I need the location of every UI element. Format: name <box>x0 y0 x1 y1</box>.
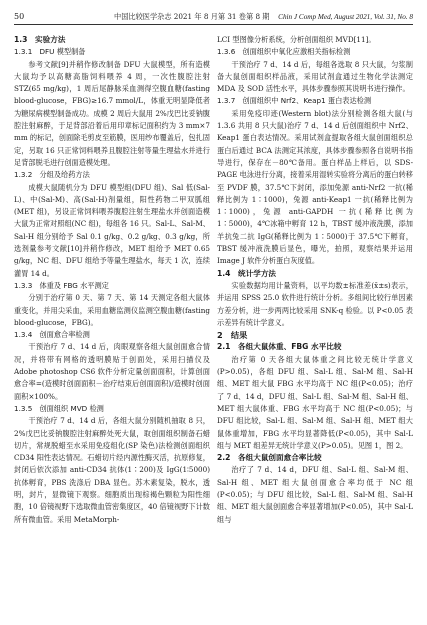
paragraph: 干预治疗 7 d、14 d 后，各组大鼠分别随机抽取 8 只，2%戊巴比妥钠腹腔注射麻醉处死大鼠，取创面组织制备石蜡切片，常规脱蜡至水采用免疫组化(SP 染色)法检测创面组织 CD34 阳性表达情况。石蜡切片经内源性酶灭活，抗原修复，封闭后依次添加 anti-CD34 抗体(1∶200)及 IgG(1∶5000)抗体孵育，PBS 洗涤后 DBA 显色。苏木素复染，脱水，透明，封片，显微镜下观察。细胞质出现棕褐色颗粒为阳性细胞，10 倍镜视野下选取微血管密集度区，40 倍镜视野下计数所有微血管。采用 MetaMorph- <box>14 416 210 524</box>
paragraph: 治疗第 0 天各组大鼠体重之间比较无统计学意义(P>0.05)，各组 DFU 组、Sal-L 组、Sal-M 组、Sal-H 组、MET 组大鼠 FBG 水平均高于 NC 组(P<0.05)；治疗了 7 d、14 d，DFU 组、Sal-L 组、Sal-M 组、Sal-H 组、MET 组大鼠体重、FBG 水平均高于 NC 组(P<0.05)；与 DFU 组比较，Sal-L 组、Sal-M 组、Sal-H 组、MET 组大鼠体重增加，FBG 水平均显著降低(P<0.05)，其中 Sal-L 组与 MET 组差异无统计学意义(P>0.05)。见图 1，图 2。 <box>217 354 413 450</box>
left-column <box>14 34 210 526</box>
subsubsection-heading: 1.3.6 创面组织中氧化应激相关指标检测 <box>217 47 351 57</box>
subsubsection-heading: 1.3.3 体重及 FBG 水平测定 <box>14 280 109 290</box>
paragraph: 实验数据均用计量资料，以平均数±标准差(x̄±s)表示，并运用 SPSS 25.0 软件进行统计分析。多组间比较行单因素方差分析，进一步两两比较采用 SNK-q 检验。以 P<0.05 表示差异有统计学意义。 <box>217 280 413 327</box>
paragraph: 采用免疫印迹(Western blot)法分别检测各组大鼠(与 1.3.6 共用 8 只大鼠)治疗 7 d、14 d 后创面组织中 Nrf2、Keap1 蛋白表达情况。采用试剂盒提取各组大鼠创面组织总蛋白后通过 BCA 法测定其浓度，具体步骤参照各自说明书指导进行，保存在－80℃备用。蛋白样品上样后，以 SDS-PAGE 电泳进行分离，接着采用湿转实验将分离后的蛋白转移至 PVDF 膜，37.5℃下封闭，添加兔源 anti-Nrf2 一抗(稀释比例为 1∶1000)，兔源 anti-Keap1 一抗(稀释比例为 1∶1000)，兔源 anti-GAPDH 一抗(稀释比例为 1∶5000)，4℃冰箱中孵育 12 h，TBST 缓冲液洗膜，添加羊抗兔二抗 IgG(稀释比例为 1∶5000)于 37.5℃下孵育，TBST 缓冲液洗膜后显色，曝光，拍照，观察结果并运用 Image J 软件分析蛋白灰度值。 <box>217 108 413 266</box>
paragraph: 分别于治疗第 0 天、第 7 天、第 14 天测定各组大鼠体重变化，并用尖采血，采用血糖监测仪监测空腹血糖(fasting blood-glucose，FBG)。 <box>14 293 210 327</box>
subsubsection-heading: 1.3.5 创面组织 MVD 检测 <box>14 403 104 413</box>
paragraph: 干预治疗 7 d、14 d 后，每组各选取 8 只大鼠，匀浆制备大鼠创面组织样品液，采用试剂盒通过生物化学法测定 MDA 及 SOD 活性水平，具体步骤参照其说明书进行操作。 <box>217 59 413 94</box>
paragraph: 干预治疗 7 d、14 d 后，肉眼观察各组大鼠创面愈合情况，并将带有网格的透明膜贴于创面处，采用扫描仪及 Adobe photoshop CS6 软件分析定量创面面积，计算创面愈合率=(造模时创面面积－治疗结束后创面面积)/造模时创面面积×100%。 <box>14 342 210 401</box>
subsubsection-heading: 1.3.1 DFU 模型制备 <box>14 47 86 57</box>
journal-title-cn: 中国比较医学杂志 2021 年 8 月第 31 卷第 8 期 <box>114 12 270 21</box>
subsection-heading: 2.1 各组大鼠体重、FBG 水平比较 <box>217 342 342 352</box>
subsection-heading: 2.2 各组大鼠创面愈合率比较 <box>217 453 322 463</box>
subsection-heading: 1.3 实验方法 <box>14 35 66 44</box>
paragraph-continued: LCI 型图像分析系统，分析创面组织 MVD[11]。 <box>217 35 376 44</box>
subsubsection-heading: 1.3.7 创面组织中 Nrf2、Keap1 蛋白表达检测 <box>217 96 372 106</box>
subsection-heading: 1.4 统计学方法 <box>217 268 277 278</box>
right-column <box>217 34 413 526</box>
journal-title-en: Chin J Comp Med, August 2021, Vol. 31, No. 8 <box>278 13 413 21</box>
running-header <box>14 10 413 25</box>
paragraph: 治疗了 7 d、14 d，DFU 组、Sal-L 组、Sal-M 组、Sal-H 组、MET 组大鼠创面愈合率均低于 NC 组(P<0.05)；与 DFU 组比较，Sal-L 组、Sal-M 组、Sal-H 组、MET 组大鼠创面愈合率显著增加(P<0.05)，其中 Sal-L 组与 <box>217 465 413 524</box>
subsubsection-heading: 1.3.4 创面愈合率检测 <box>14 330 90 340</box>
page-number: 50 <box>14 12 25 21</box>
section-heading: 2 结果 <box>217 330 248 341</box>
paragraph: 成模大鼠随机分为 DFU 模型组(DFU 组)、Sal 低(Sal-L)、中(Sal-M)、高(Sal-H)剂量组，阳性药物二甲双胍组(MET 组)，另设正常饲料喂养腹腔注射生理盐水并创面造模大鼠为正常对照组(NC 组)，每组各 16 只。Sal-L、Sal-M、Sal-H 组分别给予 Sal 0.1 g/kg、0.2 g/kg、0.3 g/kg，所选剂量参考文献[10]并稍作修改，MET 组给予 MET 0.65 g/kg，NC 组、DFU 组给予等量生理盐水，每天 1 次，连续灌胃 14 d。 <box>14 182 210 278</box>
paragraph: 参考文献[9]并稍作修改制备 DFU 大鼠模型，所有造模大鼠均予以高糖高脂饲料喂养 4 周，一次性腹腔注射 STZ(65 mg/kg)，1 周后尾静脉采血测得空腹血糖(fasting blood-glucose，FBG)≥16.7 mmol/L，体重无明显降低者为糖尿病模型制备成功。成模 2 周后大鼠用 2%戊巴比妥钠腹腔注射麻醉，于足背部沿着后用印章标记面积约为 3 mm×7 mm 的标记，创面除毛剪皮至筋膜，医用纱布覆盖后，包扎固定，另取 16 只正常饲料喂养且腹腔注射等量生理盐水并进行足背部脱毛进行创面造模处理。 <box>14 59 210 167</box>
subsubsection-heading: 1.3.2 分组及给药方法 <box>14 170 90 180</box>
